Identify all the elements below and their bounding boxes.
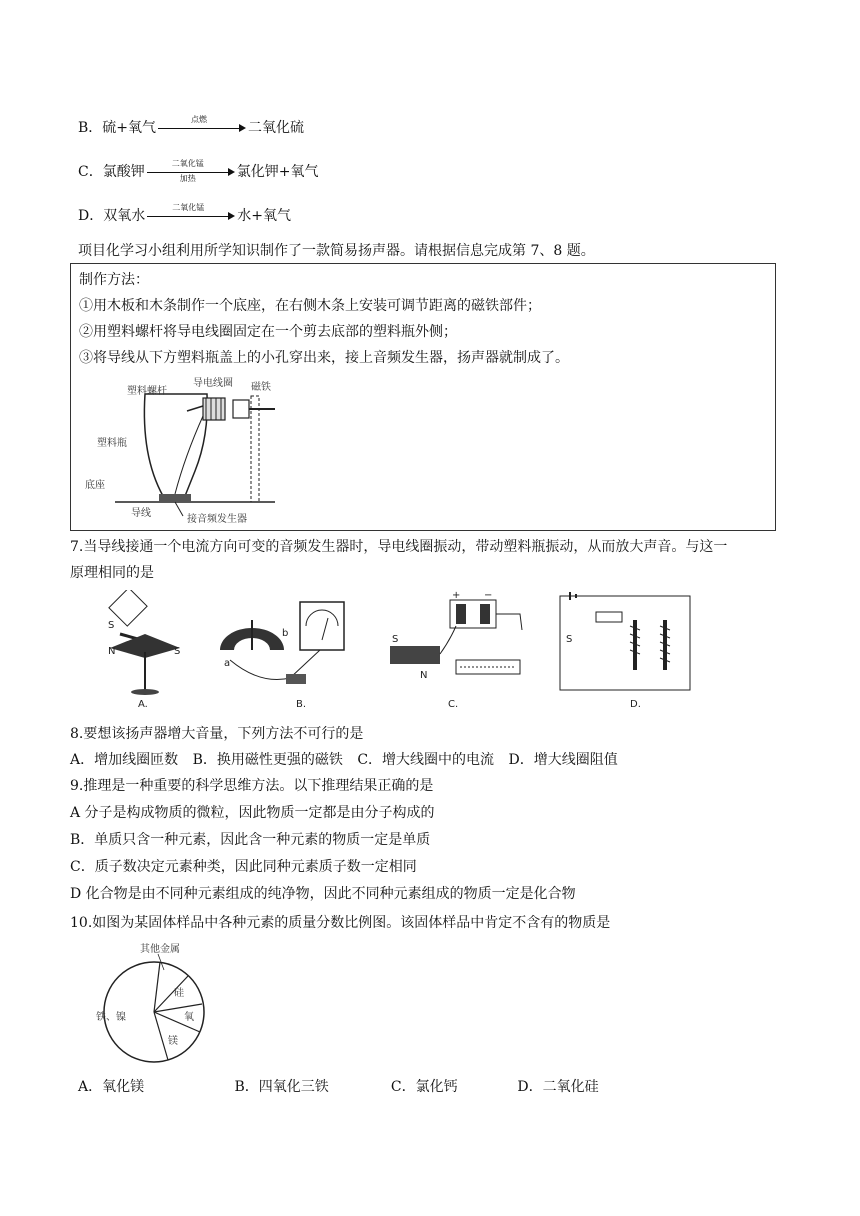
- pie-label-si: 硅: [174, 988, 184, 999]
- condition-above: 点燃: [191, 115, 208, 124]
- figure-c: [390, 590, 522, 710]
- mark-b: b: [282, 628, 289, 639]
- q8-option-b: B．换用磁性更强的磁铁: [192, 752, 343, 768]
- q10-stem: 10.如图为某固体样品中各种元素的质量分数比例图。该固体样品中肯定不含有的物质是: [70, 915, 611, 931]
- mark-plus: +: [452, 590, 461, 601]
- speaker-figure: [75, 376, 355, 526]
- figure-d: [560, 592, 690, 710]
- equation-c: [78, 159, 319, 183]
- products: 氯化钾+氧气: [236, 164, 319, 180]
- reaction-arrow: [158, 115, 246, 138]
- q7-line1: 7.当导线接通一个电流方向可变的音频发生器时，导电线圈振动，带动塑料瓶振动，从而放大声音。与这一: [70, 539, 728, 555]
- svg-text:N: N: [420, 670, 428, 681]
- equation-d: [78, 203, 291, 226]
- label-base: 底座: [85, 480, 105, 491]
- label-generator: 接音频发生器: [187, 514, 247, 525]
- products: 二氧化硫: [248, 120, 305, 136]
- method-step-2: ②用塑料螺杆将导电线圈固定在一个剪去底部的塑料瓶外侧；: [79, 324, 457, 340]
- mark-s: S: [174, 646, 181, 657]
- figure-letter-b: B.: [296, 699, 307, 710]
- condition-above: 二氧化锰: [171, 159, 204, 168]
- equation-b: [78, 115, 305, 138]
- svg-text:S: S: [566, 634, 573, 645]
- pie-label-iron: 铁、镍: [96, 1012, 126, 1023]
- q10-option-a: A．氧化镁: [78, 1079, 145, 1095]
- pie-label-other: 其他金属: [140, 944, 180, 955]
- q9-option-c: C．质子数决定元素种类，因此同种元素质子数一定相同: [70, 859, 417, 875]
- figure-letter-a: A.: [138, 699, 148, 710]
- method-title: 制作方法：: [79, 272, 149, 288]
- q9-option-d: D 化合物是由不同种元素组成的纯净物，因此不同种元素组成的物质一定是化合物: [70, 886, 576, 902]
- reactants: 双氧水: [103, 208, 146, 224]
- q9-stem: 9.推理是一种重要的科学思维方法。以下推理结果正确的是: [70, 778, 434, 794]
- condition-below: 加热: [179, 174, 196, 183]
- method-step-1: ①用木板和木条制作一个底座，在右侧木条上安装可调节距离的磁铁部件；: [79, 298, 541, 314]
- q9-option-a: A 分子是构成物质的微粒，因此物质一定都是由分子构成的: [70, 805, 435, 821]
- svg-text:S: S: [108, 620, 115, 631]
- figure-letter-c: C.: [448, 699, 459, 710]
- label-magnet: 磁铁: [251, 382, 271, 393]
- mark-minus: −: [484, 590, 493, 601]
- products: 水+氧气: [237, 208, 291, 224]
- label-wire: 导线: [131, 508, 151, 519]
- reactants: 硫+氧气: [102, 120, 157, 136]
- q10-options: [78, 1077, 599, 1097]
- q8-options: [70, 750, 618, 770]
- reaction-arrow: [147, 203, 235, 226]
- q8-option-a: A．增加线圈匝数: [70, 752, 179, 768]
- figure-a: [108, 590, 180, 710]
- figure-b: [220, 602, 344, 710]
- label-coil: 导电线圈: [193, 378, 233, 389]
- q7-figures: [90, 590, 710, 712]
- intro-text: 项目化学习小组利用所学知识制作了一款简易扬声器。请根据信息完成第 7、8 题。: [78, 243, 595, 259]
- element-pie-chart: [88, 940, 228, 1064]
- q10-option-c: C．氯化钙: [390, 1079, 458, 1095]
- label-screw: 塑料螺杆: [127, 386, 167, 397]
- option-label: B．: [78, 120, 103, 136]
- mark-n: N: [108, 646, 116, 657]
- q10-option-d: D．二氧化硅: [517, 1079, 599, 1095]
- q7-line2: 原理相同的是: [70, 565, 154, 581]
- label-bottle: 塑料瓶: [97, 438, 127, 449]
- reaction-arrow: [147, 159, 235, 183]
- method-box: [70, 263, 776, 531]
- option-label: C．: [78, 164, 103, 180]
- condition-above: 二氧化锰: [172, 203, 205, 212]
- q8-option-d: D．增大线圈阻值: [508, 752, 618, 768]
- reactants: 氯酸钾: [102, 164, 145, 180]
- q10-option-b: B．四氧化三铁: [234, 1079, 329, 1095]
- figure-letter-d: D.: [630, 699, 641, 710]
- mark-a: a: [224, 658, 231, 669]
- pie-label-o: 氧: [184, 1012, 194, 1023]
- option-label: D．: [78, 208, 104, 224]
- q8-stem: 8.要想该扬声器增大音量，下列方法不可行的是: [70, 726, 364, 742]
- q8-option-c: C．增大线圈中的电流: [357, 752, 495, 768]
- method-step-3: ③将导线从下方塑料瓶盖上的小孔穿出来，接上音频发生器，扬声器就制成了。: [79, 350, 569, 366]
- q9-option-b: B．单质只含一种元素，因此含一种元素的物质一定是单质: [70, 832, 431, 848]
- pie-label-mg: 镁: [168, 1036, 178, 1047]
- svg-text:S: S: [392, 634, 399, 645]
